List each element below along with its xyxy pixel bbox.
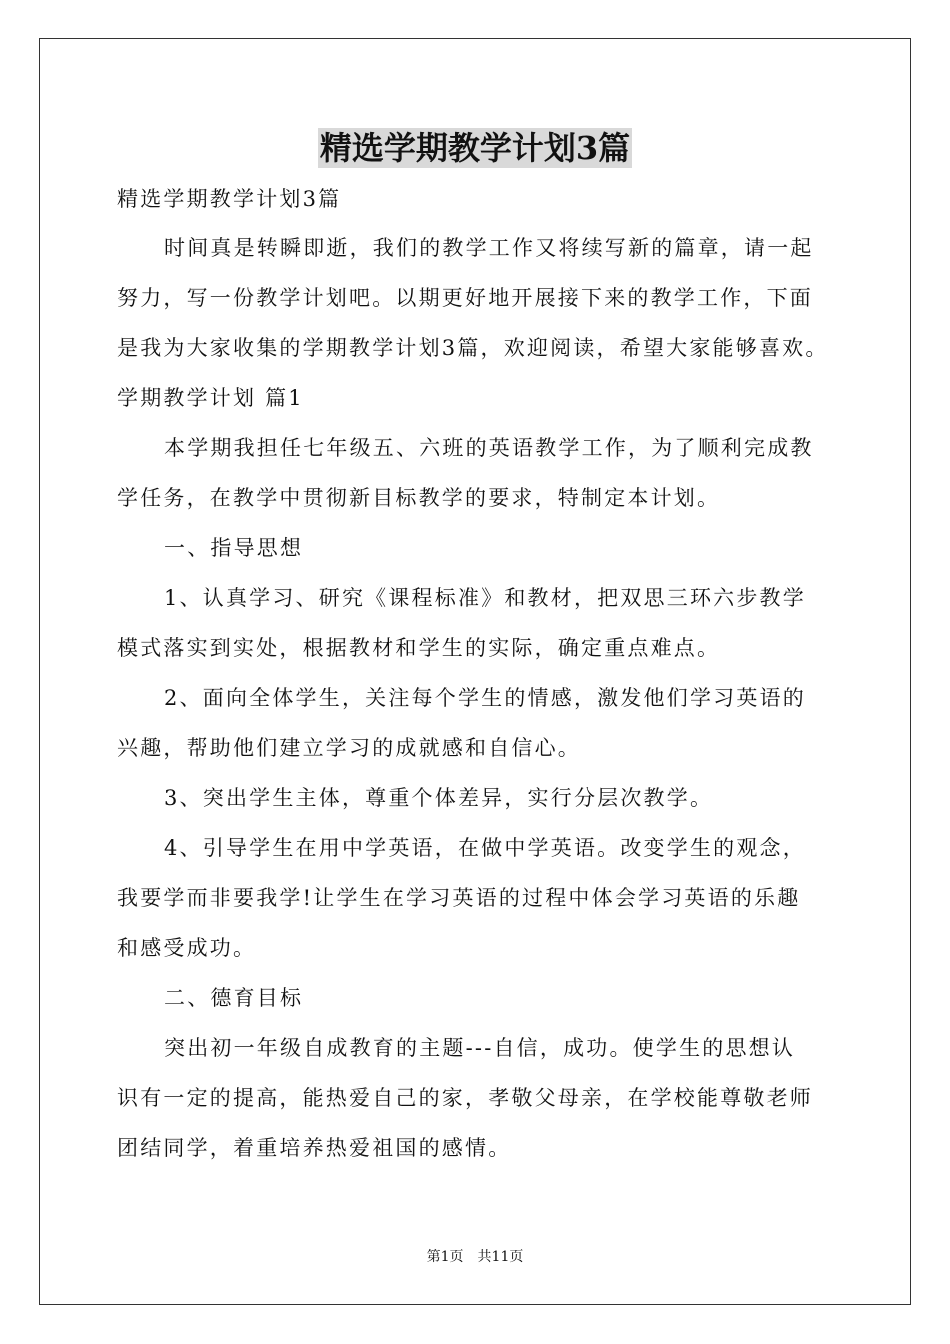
text-line: 3、突出学生主体，尊重个体差异，实行分层次教学。: [164, 786, 714, 810]
text-line: 突出初一年级自成教育的主题---自信，成功。使学生的思想认: [164, 1036, 796, 1060]
text-line: 一、指导思想: [164, 536, 304, 560]
text-line: 团结同学，着重培养热爱祖国的感情。: [117, 1136, 512, 1160]
text-line: 精选学期教学计划3篇: [117, 187, 342, 211]
text-line: 兴趣，帮助他们建立学习的成就感和自信心。: [117, 736, 581, 760]
text-line: 努力，写一份教学计划吧。以期更好地开展接下来的教学工作，下面: [117, 286, 813, 310]
title-container: [0, 128, 950, 168]
text-line: 和感受成功。: [117, 936, 257, 960]
page-footer: 第1页 共11页: [426, 1249, 524, 1265]
page-border: [39, 38, 911, 1305]
text-line: 二、德育目标: [164, 986, 304, 1010]
text-line: 1、认真学习、研究《课程标准》和教材，把双思三环六步教学: [164, 586, 806, 610]
text-line: 时间真是转瞬即逝，我们的教学工作又将续写新的篇章，请一起: [164, 236, 814, 260]
text-line: 4、引导学生在用中学英语，在做中学英语。改变学生的观念，: [164, 836, 806, 860]
text-line: 2、面向全体学生，关注每个学生的情感，激发他们学习英语的: [164, 686, 806, 710]
document-title: 精选学期教学计划3篇: [319, 129, 631, 167]
text-line: 我要学而非要我学!让学生在学习英语的过程中体会学习英语的乐趣: [117, 886, 801, 910]
text-line: 模式落实到实处，根据教材和学生的实际，确定重点难点。: [117, 636, 721, 660]
text-line: 学任务，在教学中贯彻新目标教学的要求，特制定本计划。: [117, 486, 721, 510]
text-line: 学期教学计划 篇1: [117, 386, 304, 410]
text-line: 本学期我担任七年级五、六班的英语教学工作，为了顺利完成教: [164, 436, 814, 460]
text-line: 识有一定的提高，能热爱自己的家，孝敬父母亲，在学校能尊敬老师: [117, 1086, 813, 1110]
text-line: 是我为大家收集的学期教学计划3篇，欢迎阅读，希望大家能够喜欢。: [117, 336, 829, 360]
